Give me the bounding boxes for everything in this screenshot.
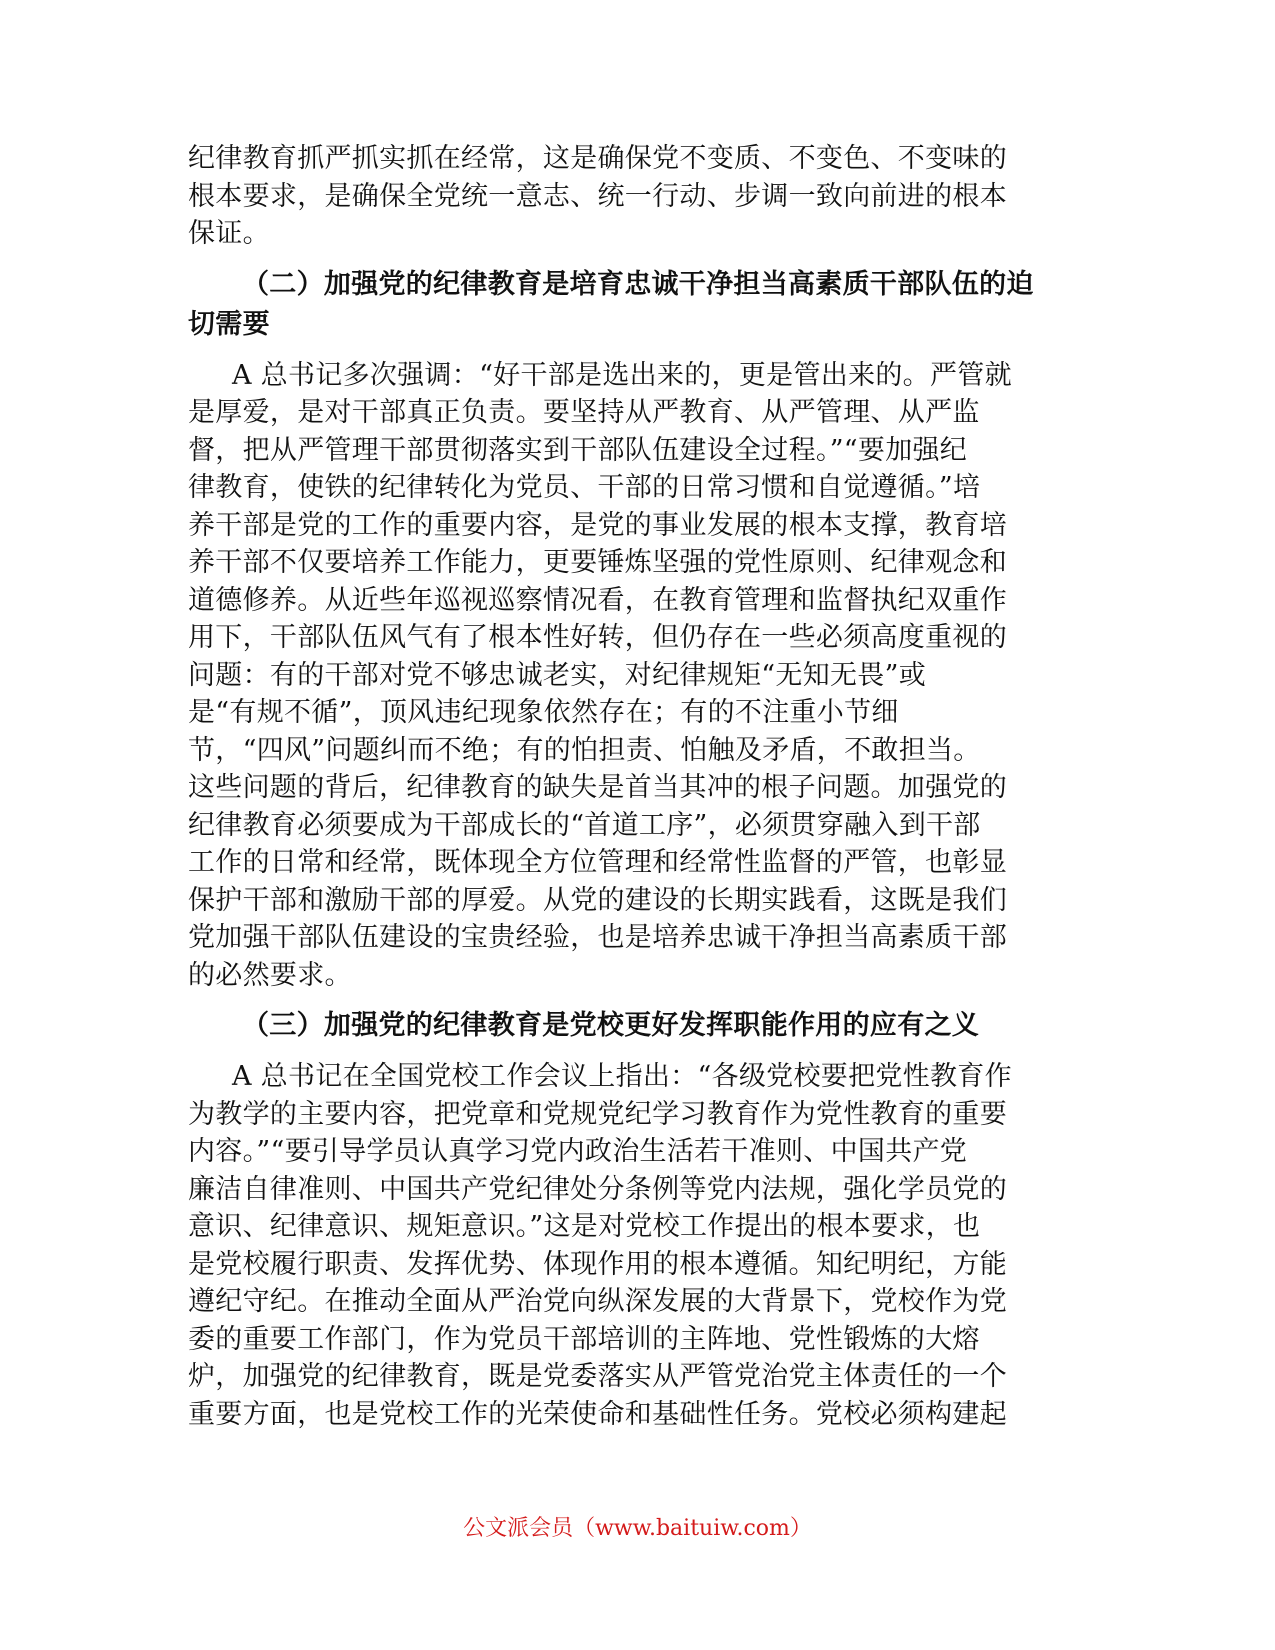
text-line: 纪律教育必须要成为干部成长的“首道工序”，必须贯穿融入到干部	[188, 809, 981, 841]
text-line: 养干部是党的工作的重要内容，是党的事业发展的根本支撑，教育培	[188, 509, 1007, 541]
text-line: 重要方面，也是党校工作的光荣使命和基础性任务。党校必须构建起	[188, 1398, 1007, 1430]
text-line: 道德修养。从近些年巡视巡察情况看，在教育管理和监督执纪双重作	[188, 584, 1007, 616]
text-line: 根本要求，是确保全党统一意志、统一行动、步调一致向前进的根本	[188, 180, 1007, 212]
text-line: 的必然要求。	[188, 959, 352, 991]
intro-paragraph	[188, 140, 1066, 253]
text-line: 保护干部和激励干部的厚爱。从党的建设的长期实践看，这既是我们	[188, 884, 1007, 916]
text-line: 养干部不仅要培养工作能力，更要锤炼坚强的党性原则、纪律观念和	[188, 547, 1007, 578]
section-2-paragraph	[188, 357, 1066, 995]
text-line: 纪律教育抓严抓实抓在经常，这是确保党不变质、不变色、不变味的	[188, 143, 1007, 174]
text-line: 内容。”“要引导学员认真学习党内政治生活若干准则、中国共产党	[188, 1136, 968, 1167]
heading-line: 切需要	[188, 308, 270, 340]
text-line: 节，“四风”问题纠而不绝；有的怕担责、怕触及矛盾，不敢担当。	[188, 734, 981, 766]
section-3-paragraph	[188, 1058, 1066, 1433]
text-line: A 总书记在全国党校工作会议上指出：“各级党校要把党性教育作	[232, 1061, 1012, 1092]
text-line: 是厚爱，是对干部真正负责。要坚持从严教育、从严管理、从严监	[188, 397, 980, 428]
document-body	[188, 140, 1066, 1445]
text-line: 督，把从严管理干部贯彻落实到干部队伍建设全过程。”“要加强纪	[188, 434, 968, 466]
text-line: 为教学的主要内容，把党章和党规党纪学习教育作为党性教育的重要	[188, 1098, 1007, 1130]
heading-line: （二）加强党的纪律教育是培育忠诚干净担当高素质干部队伍的迫	[242, 268, 1034, 300]
text-line: 保证。	[188, 218, 270, 249]
text-line: 是党校履行职责、发挥优势、体现作用的根本遵循。知纪明纪，方能	[188, 1248, 1007, 1280]
text-line: 廉洁自律准则、中国共产党纪律处分条例等党内法规，强化学员党的	[188, 1173, 1007, 1205]
section-3-heading	[188, 1006, 1066, 1046]
text-line: 是“有规不循”，顶风违纪现象依然存在；有的不注重小节细	[188, 697, 899, 728]
text-line: 用下，干部队伍风气有了根本性好转，但仍存在一些必须高度重视的	[188, 622, 1007, 653]
text-line: 工作的日常和经常，既体现全方位管理和经常性监督的严管，也彰显	[188, 847, 1007, 878]
text-line: A 总书记多次强调：“好干部是选出来的，更是管出来的。严管就	[232, 359, 1012, 391]
heading-line: （三）加强党的纪律教育是党校更好发挥职能作用的应有之义	[242, 1010, 980, 1041]
text-line: 律教育，使铁的纪律转化为党员、干部的日常习惯和自觉遵循。”培	[188, 472, 981, 503]
text-line: 党加强干部队伍建设的宝贵经验，也是培养忠诚干净担当高素质干部	[188, 922, 1007, 953]
footer-watermark: 公文派会员（www.baituiw.com）	[463, 1516, 812, 1541]
text-line: 问题：有的干部对党不够忠诚老实，对纪律规矩“无知无畏”或	[188, 659, 927, 691]
text-line: 委的重要工作部门，作为党员干部培训的主阵地、党性锻炼的大熔	[188, 1323, 980, 1355]
text-line: 遵纪守纪。在推动全面从严治党向纵深发展的大背景下，党校作为党	[188, 1286, 1007, 1317]
text-line: 炉，加强党的纪律教育，既是党委落实从严管党治党主体责任的一个	[188, 1361, 1007, 1392]
section-2-heading	[188, 265, 1066, 345]
text-line: 意识、纪律意识、规矩意识。”这是对党校工作提出的根本要求，也	[188, 1211, 981, 1242]
text-line: 这些问题的背后，纪律教育的缺失是首当其冲的根子问题。加强党的	[188, 772, 1007, 803]
